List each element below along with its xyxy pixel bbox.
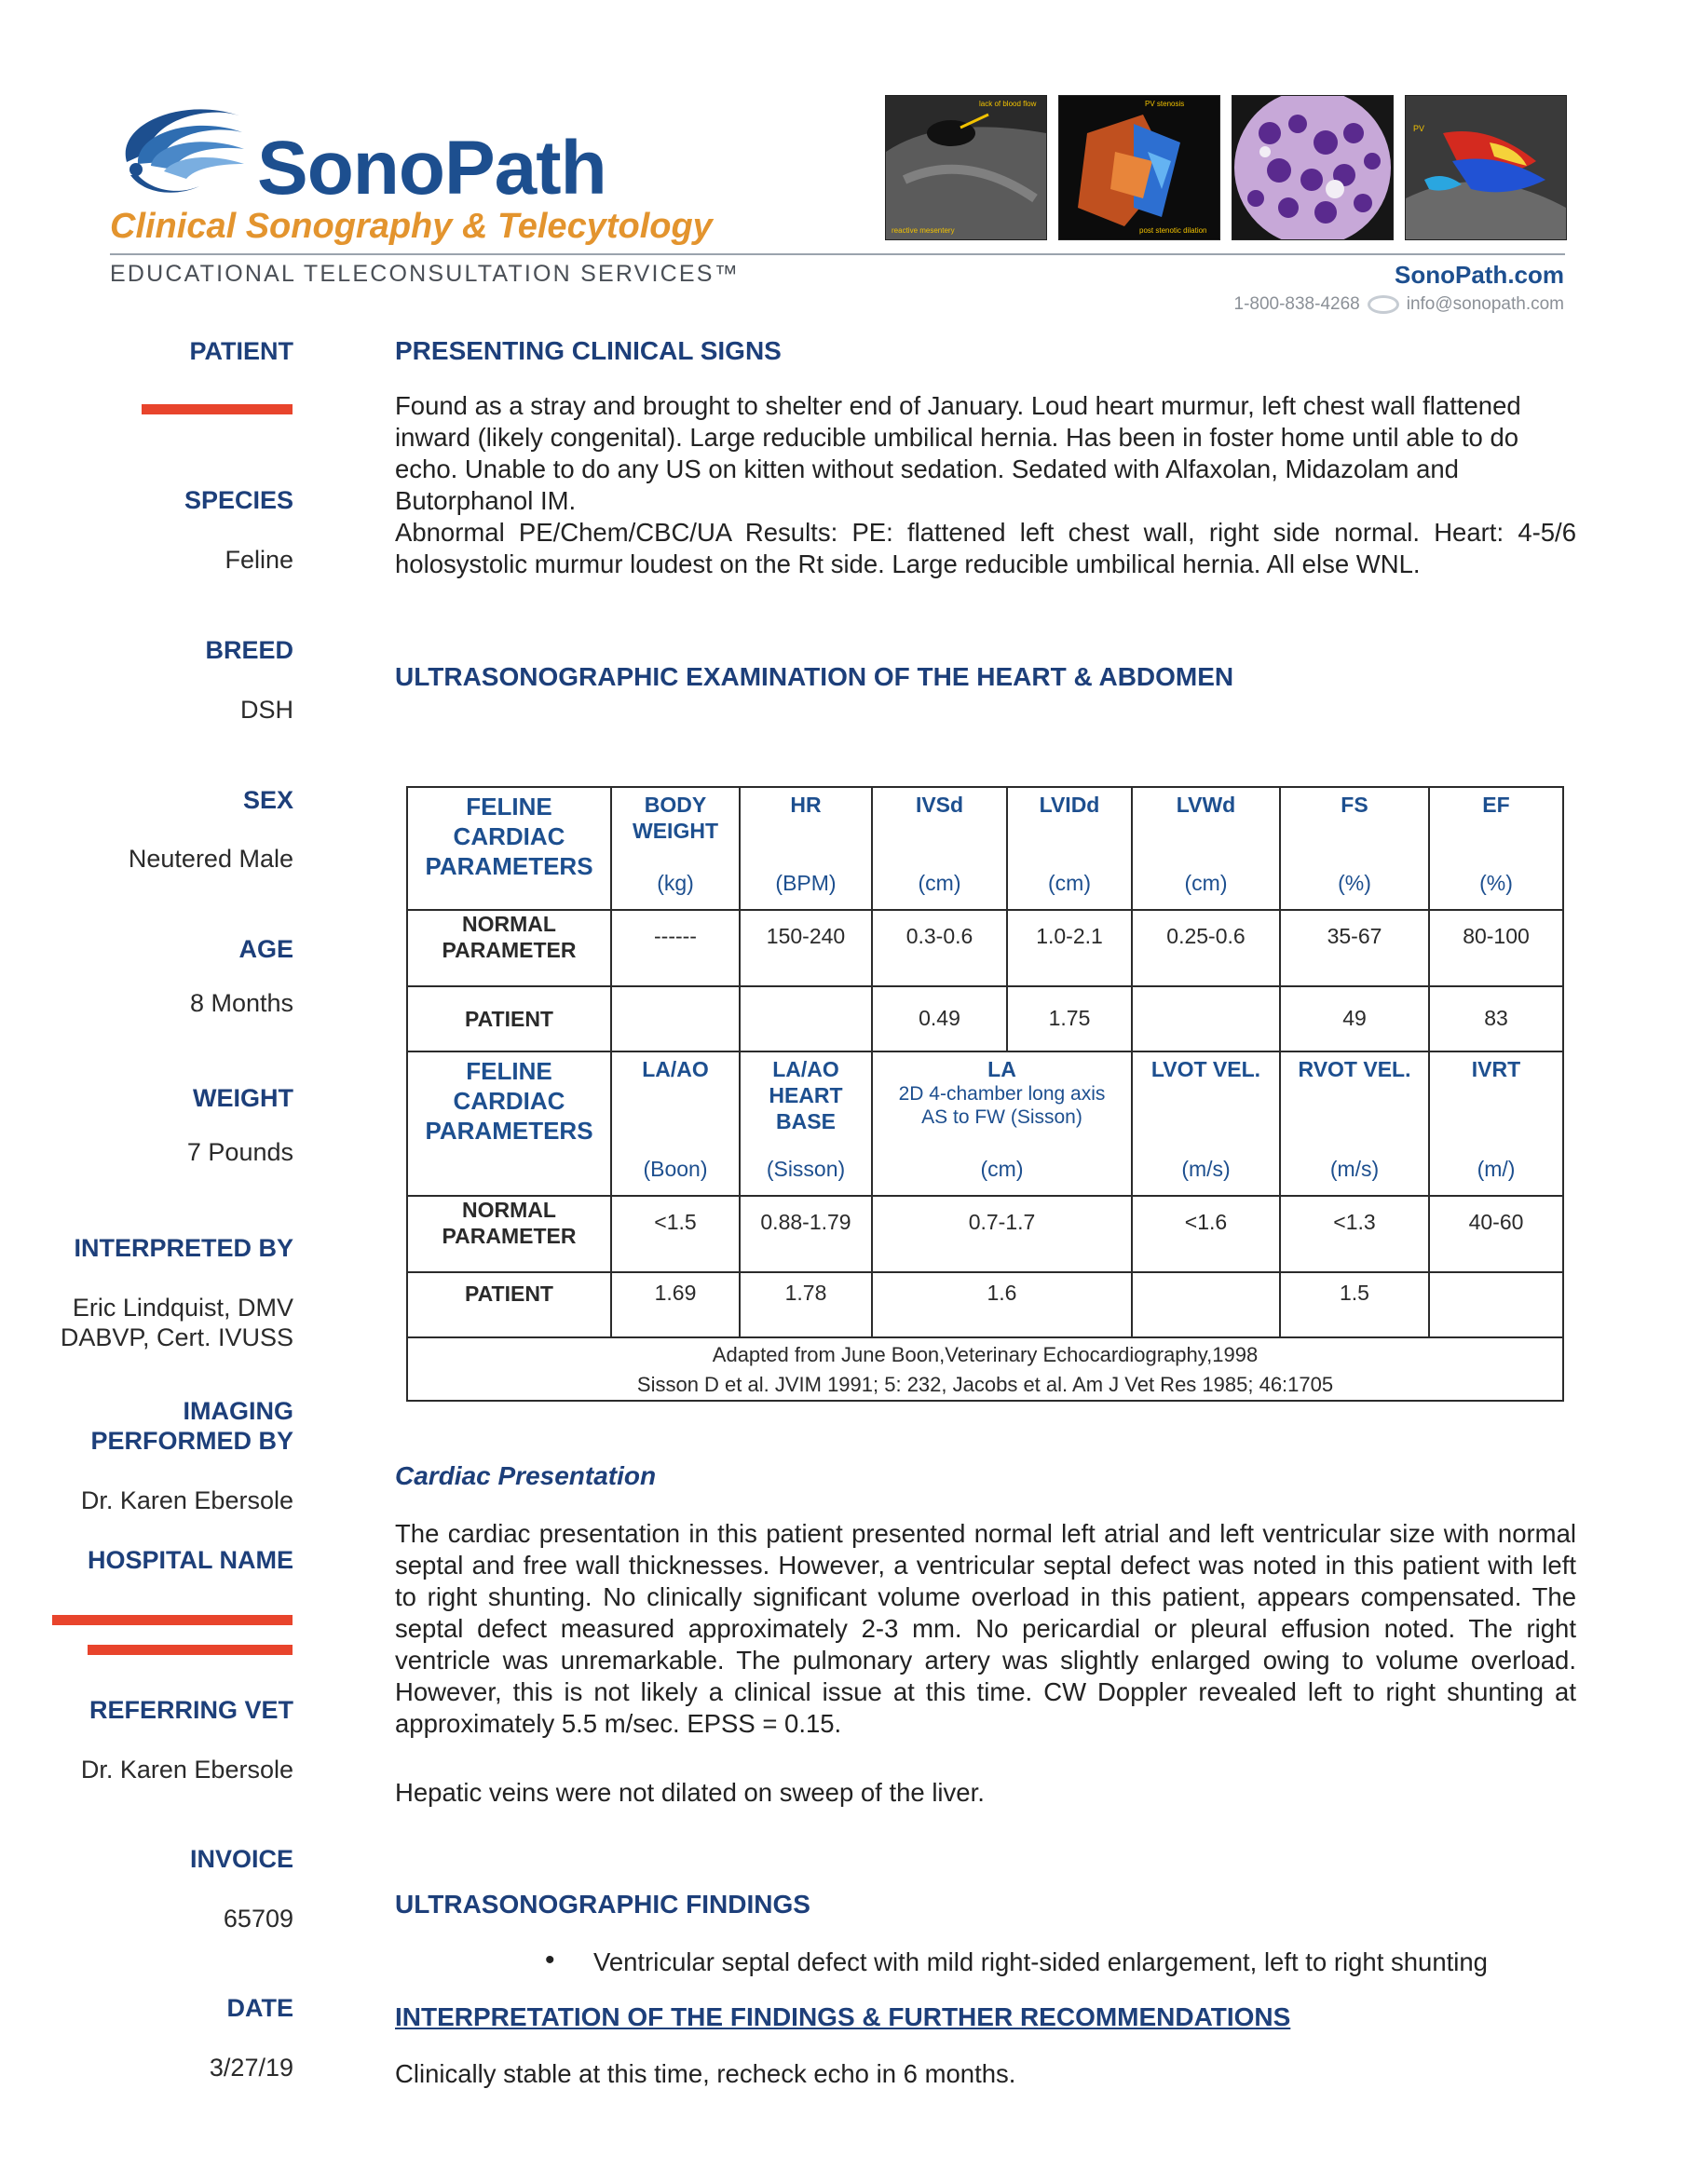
- patient-redaction: [142, 404, 293, 414]
- age-label: AGE: [238, 935, 293, 963]
- weight-value: 7 Pounds: [186, 1138, 293, 1166]
- sonopath-logo: [110, 97, 713, 255]
- finding-item: Ventricular septal defect with mild right-sided enlargement, left to right shunting: [593, 1947, 1488, 1976]
- normal-fs: 35-67: [1280, 910, 1429, 986]
- bullet-icon: •: [545, 1945, 555, 1975]
- normal-lvidd: 1.0-2.1: [1007, 910, 1132, 986]
- col-rvot-vel: RVOT VEL. (m/s): [1280, 1051, 1429, 1196]
- table-title-cell-1: FELINE CARDIAC PARAMETERS: [407, 787, 611, 910]
- patient-ivrt: [1429, 1272, 1563, 1337]
- col-lvot-vel: LVOT VEL. (m/s): [1132, 1051, 1280, 1196]
- patient-fs: 49: [1280, 986, 1429, 1051]
- hospital-label: HOSPITAL NAME: [87, 1546, 293, 1574]
- patient-lvot-vel: [1132, 1272, 1280, 1337]
- col-ivsd: IVSd (cm): [872, 787, 1007, 910]
- mail-icon: [1368, 295, 1399, 314]
- age-value: 8 Months: [189, 989, 293, 1017]
- normal-hr: 150-240: [740, 910, 872, 986]
- species-value: Feline: [225, 546, 293, 574]
- website-link[interactable]: SonoPath.com: [1394, 261, 1564, 289]
- patient-body-weight: [611, 986, 740, 1051]
- thumb-caption: post stenotic dilation: [1139, 226, 1207, 235]
- patient-hr: [740, 986, 872, 1051]
- hospital-redaction-2: [88, 1645, 293, 1655]
- row-label-normal-1: NORMAL PARAMETER: [407, 910, 611, 986]
- col-body-weight: BODY WEIGHT (kg): [611, 787, 740, 910]
- normal-lvwd: 0.25-0.6: [1132, 910, 1280, 986]
- weight-label: WEIGHT: [193, 1084, 293, 1112]
- normal-rvot-vel: <1.3: [1280, 1196, 1429, 1272]
- patient-la: 1.6: [872, 1272, 1132, 1337]
- normal-la: 0.7-1.7: [872, 1196, 1132, 1272]
- patient-rvot-vel: 1.5: [1280, 1272, 1429, 1337]
- patient-ivsd: 0.49: [872, 986, 1007, 1051]
- species-label: SPECIES: [184, 486, 293, 514]
- patient-ef: 83: [1429, 986, 1563, 1051]
- hospital-redaction-1: [52, 1615, 293, 1625]
- referring-vet-value: Dr. Karen Ebersole: [80, 1756, 293, 1784]
- footnote-line-2: Sisson D et al. JVIM 1991; 5: 232, Jacobs et al. Am J Vet Res 1985; 46:1705: [636, 1373, 1334, 1396]
- logo-swirl-icon: [110, 97, 259, 209]
- row-label-patient-2: PATIENT: [407, 1272, 611, 1337]
- table-footnote: [407, 1337, 1563, 1401]
- thumb-caption: PV: [1413, 124, 1425, 133]
- presenting-para-2: Abnormal PE/Chem/CBC/UA Results: PE: flattened left chest wall, right side normal. Heart: 4-5/6 holosystolic murmur loudest on the Rt side. Large reducible umbilical hernia. All else WNL.: [395, 518, 1576, 578]
- normal-la-ao: <1.5: [611, 1196, 740, 1272]
- row-label-patient-1: PATIENT: [407, 986, 611, 1051]
- sex-value: Neutered Male: [128, 845, 293, 873]
- ultrasound-image: [885, 95, 1047, 240]
- imaging-label-line2: PERFORMED BY: [90, 1427, 293, 1455]
- doppler-heart-image: [1058, 95, 1220, 240]
- interpretation-text: Clinically stable at this time, recheck echo in 6 months.: [395, 2059, 1016, 2088]
- patient-label: PATIENT: [189, 337, 293, 365]
- interpretation-heading: INTERPRETATION OF THE FINDINGS & FURTHER RECOMMENDATIONS: [395, 2002, 1291, 2031]
- invoice-value: 65709: [223, 1905, 293, 1933]
- table-title-cell-2: FELINE CARDIAC PARAMETERS: [407, 1051, 611, 1196]
- phone-number[interactable]: 1-800-838-4268: [1233, 294, 1360, 314]
- contact-line: [1234, 294, 1565, 315]
- breed-value: DSH: [239, 696, 293, 724]
- thumb-caption: PV stenosis: [1145, 100, 1185, 108]
- normal-la-ao-heart-base: 0.88-1.79: [740, 1196, 872, 1272]
- imaging-label-line1: IMAGING: [183, 1397, 293, 1425]
- thumb-caption: lack of blood flow: [979, 100, 1037, 108]
- cytology-image: [1232, 95, 1394, 240]
- patient-lvwd: [1132, 986, 1280, 1051]
- date-value: 3/27/19: [209, 2054, 293, 2082]
- date-label: DATE: [226, 1994, 293, 2022]
- patient-lvidd: 1.75: [1007, 986, 1132, 1051]
- col-fs: FS (%): [1280, 787, 1429, 910]
- exam-heading: ULTRASONOGRAPHIC EXAMINATION OF THE HEART & ABDOMEN: [395, 662, 1234, 691]
- interpreted-by-line1: Eric Lindquist, DMV: [72, 1294, 293, 1322]
- interpreted-by-label: INTERPRETED BY: [74, 1234, 293, 1262]
- services-tagline: EDUCATIONAL TELECONSULTATION SERVICES™: [110, 261, 740, 287]
- normal-ivsd: 0.3-0.6: [872, 910, 1007, 986]
- col-la-ao: LA/AO (Boon): [611, 1051, 740, 1196]
- presenting-text: [395, 390, 1576, 580]
- email-link[interactable]: info@sonopath.com: [1406, 294, 1564, 314]
- col-la: LA 2D 4-chamber long axis AS to FW (Sisson) (cm): [872, 1051, 1132, 1196]
- col-ivrt: IVRT (m/): [1429, 1051, 1563, 1196]
- col-ef: EF (%): [1429, 787, 1563, 910]
- normal-ivrt: 40-60: [1429, 1196, 1563, 1272]
- patient-la-ao-heart-base: 1.78: [740, 1272, 872, 1337]
- brand-tagline: Clinical Sonography & Telecytology: [110, 207, 713, 246]
- col-lvwd: LVWd (cm): [1132, 787, 1280, 910]
- presenting-heading: PRESENTING CLINICAL SIGNS: [395, 336, 782, 365]
- referring-vet-label: REFERRING VET: [88, 1696, 293, 1724]
- presenting-para-1: Found as a stray and brought to shelter end of January. Loud heart murmur, left chest wall flattened inward (likely congenital). Large reducible umbilical hernia. Has been in foster home until able to do echo. Unable to do any US on kitten without sedation. Sedated with Alfaxolan, Midazolam and Butorphanol IM.: [395, 391, 1521, 515]
- findings-heading: ULTRASONOGRAPHIC FINDINGS: [395, 1890, 810, 1919]
- row-label-normal-2: NORMAL PARAMETER: [407, 1196, 611, 1272]
- col-lvidd: LVIDd (cm): [1007, 787, 1132, 910]
- cardiac-presentation-text: The cardiac presentation in this patient presented normal left atrial and left ventricular size with normal septal and free wall thicknesses. However, a ventricular septal defect was noted in this patient with left to right shunting. No clinically significant volume overload in this patient, appears compensated. The septal defect measured approximately 2-3 mm. No pericardial or pleural effusion noted. The right ventricle was unremarkable. The pulmonary artery was slightly enlarged owing to volume overload. However, this is not likely a clinical issue at this time. CW Doppler revealed left to right shunting at approximately 5.5 m/sec. EPSS = 0.15.: [395, 1519, 1576, 1738]
- invoice-label: INVOICE: [189, 1845, 293, 1873]
- cardiac-presentation-heading: Cardiac Presentation: [395, 1461, 657, 1490]
- col-hr: HR (BPM): [740, 787, 872, 910]
- sex-label: SEX: [242, 786, 293, 814]
- imaging-value: Dr. Karen Ebersole: [80, 1486, 293, 1514]
- patient-la-ao: 1.69: [611, 1272, 740, 1337]
- footnote-line-1: Adapted from June Boon,Veterinary Echocardiography,1998: [712, 1343, 1259, 1366]
- brand-name: SonoPath: [257, 126, 606, 210]
- normal-body-weight: ------: [611, 910, 740, 986]
- normal-lvot-vel: <1.6: [1132, 1196, 1280, 1272]
- hepatic-text: Hepatic veins were not dilated on sweep of the liver.: [395, 1778, 985, 1807]
- thumb-caption: reactive mesentery: [892, 226, 955, 235]
- normal-ef: 80-100: [1429, 910, 1563, 986]
- interpreted-by-line2: DABVP, Cert. IVUSS: [60, 1323, 293, 1351]
- cardiac-parameters-table: [406, 786, 1564, 1402]
- color-doppler-image: [1405, 95, 1567, 240]
- breed-label: BREED: [205, 636, 293, 664]
- header-divider: [110, 253, 1565, 255]
- col-la-ao-heart-base: LA/AO HEART BASE (Sisson): [740, 1051, 872, 1196]
